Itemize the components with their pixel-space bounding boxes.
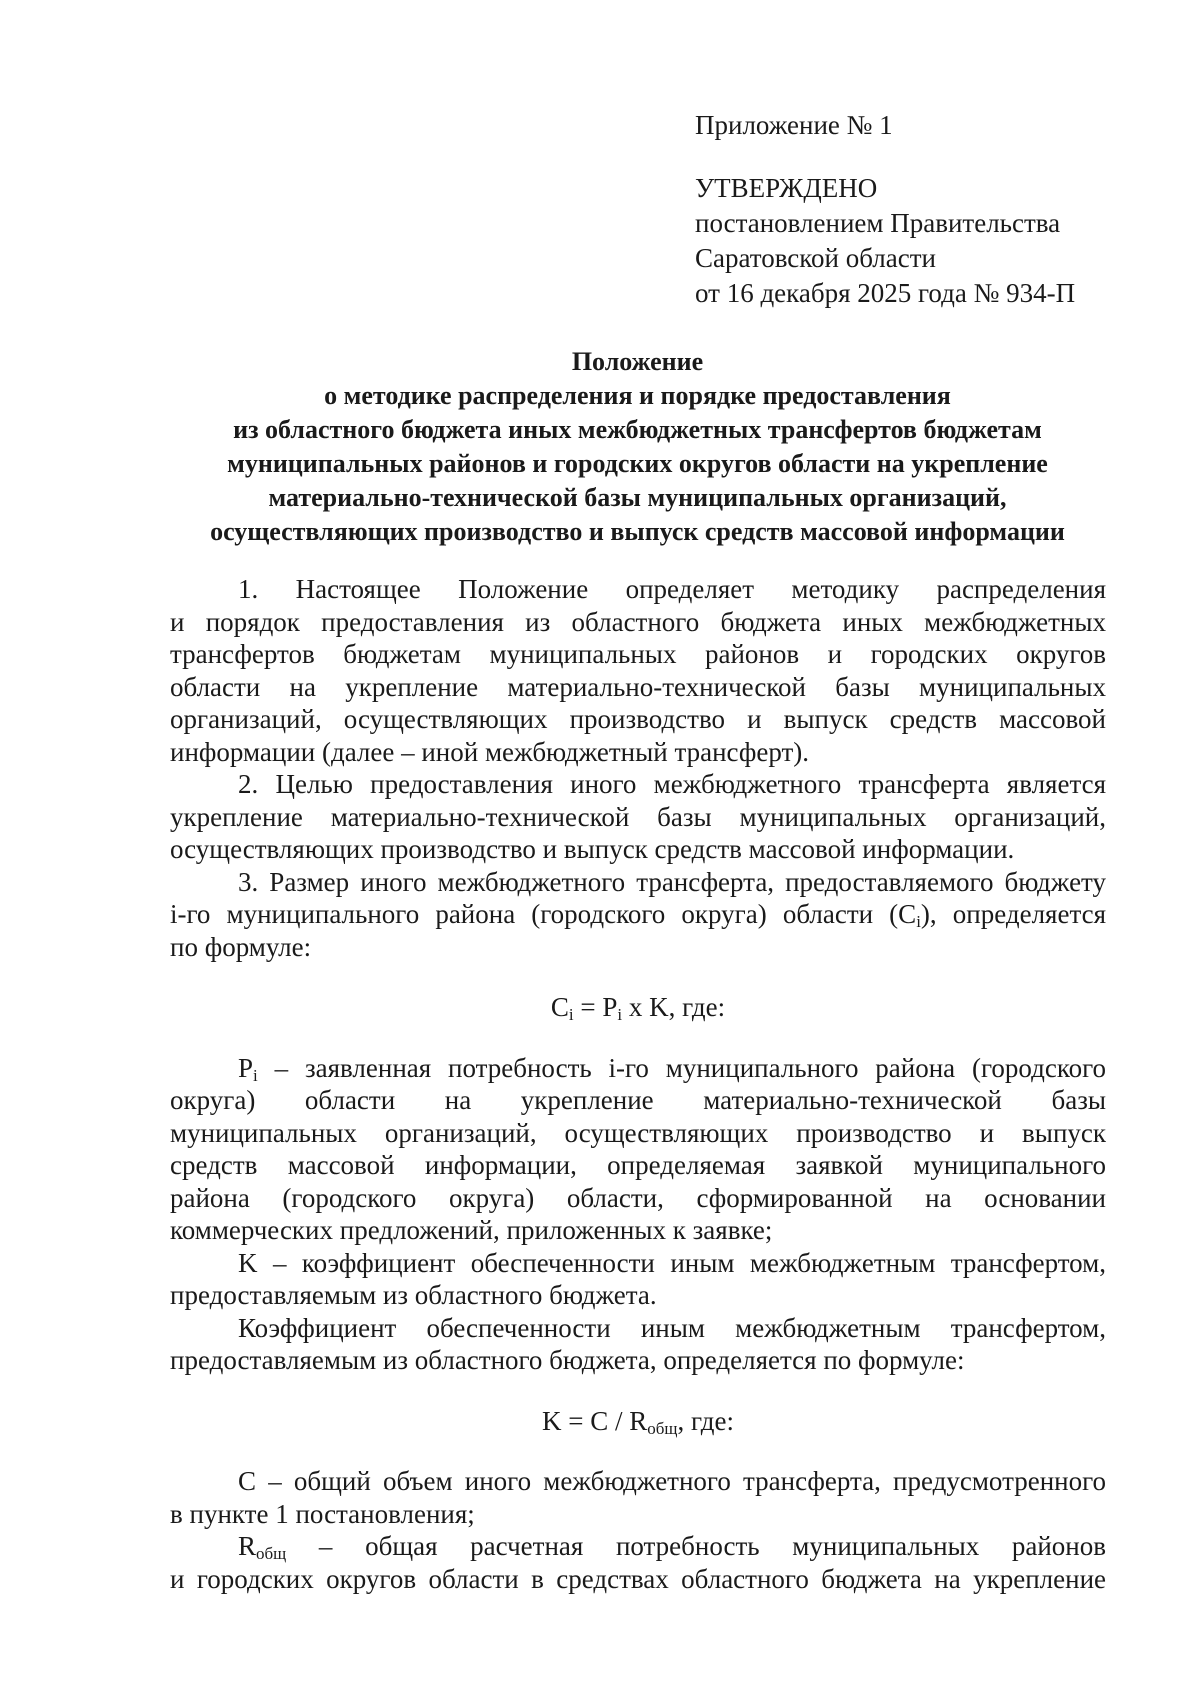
formula-k xyxy=(170,1405,1106,1438)
p1-line-4: области на укрепление материально-технической базы муниципальных xyxy=(170,671,1106,702)
p1-line-5: организаций, осуществляющих производство и выпуск средств массовой xyxy=(170,704,1106,734)
title-line-1: Положение xyxy=(571,347,704,376)
p4-line-5: района (городского округа) области, сформированной на основании xyxy=(170,1182,1106,1213)
p4-line-3: муниципальных организаций, осуществляющих производство и выпуск xyxy=(170,1117,1106,1148)
p1-line-1: 1. Настоящее Положение определяет методику распределения xyxy=(238,574,1106,604)
paragraph-r-definition xyxy=(170,1530,1106,1595)
formula-ci-c: C xyxy=(550,992,569,1022)
p3-line-2-text-b: ), определяется xyxy=(920,899,1106,929)
p2-line-3: осуществляющих производство и выпуск средств массовой информации. xyxy=(170,834,1015,864)
p4-line-1-text: – заявленная потребность i-го муниципального района (городского xyxy=(257,1052,1106,1083)
p7-line-2: в пункте 1 постановления; xyxy=(170,1498,475,1529)
p8-line-2: и городских округов области в средствах областного бюджета на укрепление xyxy=(170,1563,1106,1594)
formula-ci-p-sub: i xyxy=(617,1005,623,1024)
approved-by-line-2: Саратовской области xyxy=(695,243,936,273)
approved-by-line-1: постановлением Правительства xyxy=(695,208,1061,238)
document-body xyxy=(170,573,1106,1595)
paragraph-1 xyxy=(170,573,1106,768)
p1-line-3: трансфертов бюджетам муниципальных районов и городских округов xyxy=(170,639,1106,669)
p8-line-1-text: – общая расчетная потребность муниципальных районов xyxy=(286,1531,1106,1561)
p4-symbol: P xyxy=(238,1052,254,1083)
p7-line-1: C – общий объем иного межбюджетного трансферта, предусмотренного xyxy=(238,1466,1106,1496)
p2-line-2: укрепление материально-технической базы муниципальных организаций, xyxy=(170,801,1106,832)
p1-line-6: информации (далее – иной межбюджетный трансферт). xyxy=(170,736,810,767)
p8-symbol: R xyxy=(238,1531,257,1561)
p4-line-6: коммерческих предложений, приложенных к заявке; xyxy=(170,1215,773,1245)
formula-k-sub: общ xyxy=(647,1418,678,1438)
p3-line-3: по формуле: xyxy=(170,931,312,962)
p5-line-2: предоставляемым из областного бюджета. xyxy=(170,1280,657,1310)
p4-line-2: округа) области на укрепление материально-технической базы xyxy=(170,1085,1106,1115)
paragraph-k-formula-intro xyxy=(170,1312,1106,1377)
annex-label: Приложение № 1 xyxy=(695,110,893,140)
title-line-3: из областного бюджета иных межбюджетных трансфертов бюджетам xyxy=(233,415,1042,444)
title-line-4: муниципальных районов и городских округов области на укрепление xyxy=(227,449,1048,478)
paragraph-3 xyxy=(170,866,1106,964)
p3-line-2-subscript: i xyxy=(916,912,921,931)
approved-stamp-text: УТВЕРЖДЕНО xyxy=(695,173,878,203)
paragraph-2 xyxy=(170,768,1106,866)
title-line-2: о методике распределения и порядке предоставления xyxy=(324,381,951,410)
formula-ci xyxy=(170,991,1106,1024)
p3-line-1: 3. Размер иного межбюджетного трансферта, предоставляемого бюджету xyxy=(238,866,1106,897)
approval-date-line: от 16 декабря 2025 года № 934-П xyxy=(695,278,1076,308)
p8-line-1 xyxy=(170,1530,1106,1563)
p3-line-2-text-a: i-го муниципального района (городского округа) области (C xyxy=(170,899,917,929)
title-line-5: материально-технической базы муниципальных организаций, xyxy=(268,483,1007,512)
p6-line-2: предоставляемым из областного бюджета, определяется по формуле: xyxy=(170,1345,965,1375)
paragraph-k-definition xyxy=(170,1247,1106,1312)
p1-line-2: и порядок предоставления из областного бюджета иных межбюджетных xyxy=(170,606,1106,637)
p4-line-4: средств массовой информации, определяемая заявкой муниципального xyxy=(170,1150,1106,1180)
approval-block xyxy=(695,108,1155,311)
p6-line-1: Коэффициент обеспеченности иным межбюджетным трансфертом, xyxy=(238,1312,1106,1343)
formula-k-lead: K = C / R xyxy=(542,1405,648,1436)
formula-ci-eq: = P xyxy=(573,992,618,1022)
title-line-6: осуществляющих производство и выпуск средств массовой информации xyxy=(210,517,1065,546)
formula-k-rest: , где: xyxy=(677,1405,734,1436)
p2-line-1: 2. Целью предоставления иного межбюджетного трансферта является xyxy=(238,769,1106,799)
p3-line-2 xyxy=(170,898,1106,931)
paragraph-c-definition xyxy=(170,1465,1106,1530)
formula-ci-c-sub: i xyxy=(568,1005,574,1024)
p4-symbol-sub: i xyxy=(253,1065,258,1085)
document-title xyxy=(165,345,1110,549)
formula-ci-rest: x K, где: xyxy=(622,992,726,1022)
p5-line-1: K – коэффициент обеспеченности иным межбюджетным трансфертом, xyxy=(238,1247,1106,1278)
p4-line-1 xyxy=(170,1052,1106,1085)
paragraph-pi-definition xyxy=(170,1052,1106,1247)
p8-symbol-sub: общ xyxy=(256,1544,287,1563)
